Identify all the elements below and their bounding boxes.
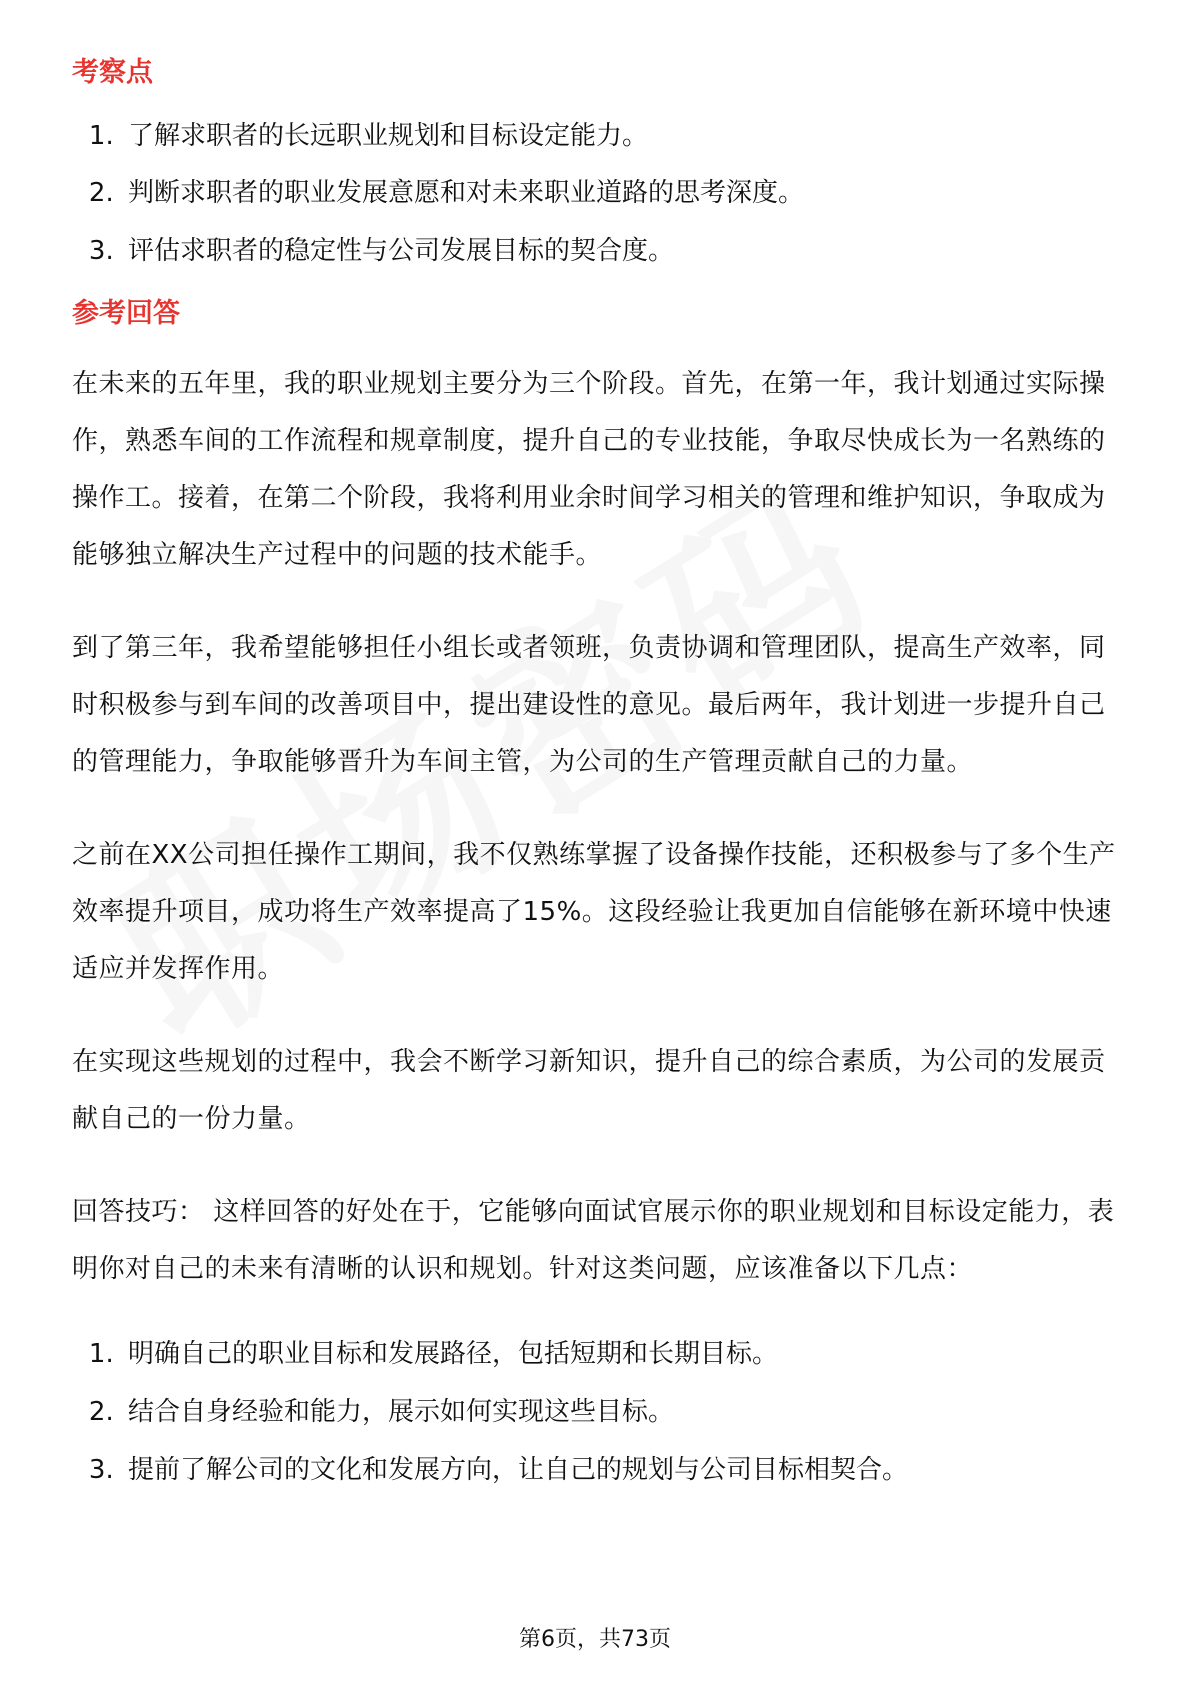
answer-paragraph: 在未来的五年里，我的职业规划主要分为三个阶段。首先，在第一年，我计划通过实际操作，熟悉车间的工作流程和规章制度，提升自己的专业技能，争取尽快成长为一名熟练的操作工。接着，在第二个阶段，我将利用业余时间学习相关的管理和维护知识，争取成为能够独立解决生产过程中的问题的技术能手。 — [72, 369, 1106, 571]
list-item: 1. 了解求职者的长远职业规划和目标设定能力。 — [122, 116, 1122, 158]
list-item: 1. 明确自己的职业目标和发展路径，包括短期和长期目标。 — [122, 1334, 1122, 1376]
answer-paragraph: 之前在XX公司担任操作工期间，我不仅熟练掌握了设备操作技能，还积极参与了多个生产效率提升项目，成功将生产效率提高了15%。这段经验让我更加自信能够在新环境中快速适应并发挥作用。 — [72, 840, 1116, 985]
list-item: 2. 结合自身经验和能力，展示如何实现这些目标。 — [122, 1392, 1122, 1434]
section-title-reference-answer: 参考回答 — [72, 297, 180, 329]
answer-paragraph: 到了第三年，我希望能够担任小组长或者领班，负责协调和管理团队，提高生产效率，同时积极参与到车间的改善项目中，提出建设性的意见。最后两年，我计划进一步提升自己的管理能力，争取能够晋升为车间主管，为公司的生产管理贡献自己的力量。 — [72, 633, 1106, 778]
list-item: 3. 评估求职者的稳定性与公司发展目标的契合度。 — [122, 231, 1122, 273]
answer-paragraph: 在实现这些规划的过程中，我会不断学习新知识，提升自己的综合素质，为公司的发展贡献自己的一份力量。 — [72, 1047, 1106, 1135]
list-item: 3. 提前了解公司的文化和发展方向，让自己的规划与公司目标相契合。 — [122, 1450, 1122, 1492]
exam-points-list — [72, 116, 1122, 273]
list-item: 2. 判断求职者的职业发展意愿和对未来职业道路的思考深度。 — [122, 173, 1122, 215]
document-page — [72, 40, 1122, 1513]
tips-list — [72, 1334, 1122, 1491]
section-title-exam-points: 考察点 — [72, 57, 153, 88]
tips-paragraph: 回答技巧： 这样回答的好处在于，它能够向面试官展示你的职业规划和目标设定能力，表明你对自己的未来有清晰的认识和规划。针对这类问题，应该准备以下几点： — [72, 1197, 1115, 1285]
page-footer: 第6页，共73页 — [519, 1627, 671, 1652]
